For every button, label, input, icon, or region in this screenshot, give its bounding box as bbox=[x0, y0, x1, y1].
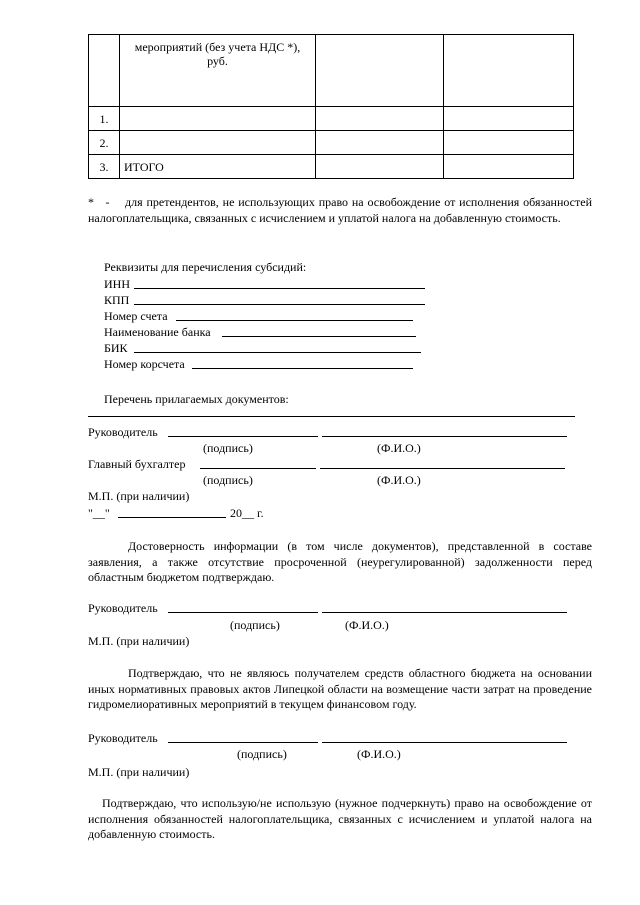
kpp-label: КПП bbox=[104, 293, 130, 307]
stamp-label: М.П. (при наличии) bbox=[88, 634, 190, 648]
date-day: "__" bbox=[88, 506, 110, 520]
bank-label: Наименование банка bbox=[104, 325, 211, 339]
table-cell bbox=[444, 155, 574, 179]
row-name bbox=[120, 107, 316, 131]
confirmation-paragraph-1: Достоверность информации (в том числе документов), представленной в составе заявления, а также отсутствие просроченной (неурегулированной) задолженности перед областным бюджетом подтверждаю. bbox=[88, 539, 592, 584]
row-name bbox=[120, 131, 316, 155]
account-label: Номер счета bbox=[104, 309, 168, 323]
fio-caption: (Ф.И.О.) bbox=[377, 473, 421, 487]
head-signature-field[interactable] bbox=[168, 742, 318, 743]
account-field[interactable] bbox=[176, 320, 413, 321]
signature-caption: (подпись) bbox=[237, 747, 287, 761]
table-row bbox=[89, 35, 574, 107]
corr-account-label: Номер корсчета bbox=[104, 357, 185, 371]
date-year: 20__ г. bbox=[230, 506, 264, 520]
stamp-label: М.П. (при наличии) bbox=[88, 765, 190, 779]
accountant-fio-field[interactable] bbox=[320, 468, 565, 469]
table-cell bbox=[316, 107, 444, 131]
signature-caption: (подпись) bbox=[230, 618, 280, 632]
head-fio-field[interactable] bbox=[322, 436, 567, 437]
corr-account-field[interactable] bbox=[192, 368, 413, 369]
table-cell bbox=[316, 131, 444, 155]
date-month-field[interactable] bbox=[118, 517, 226, 518]
inn-field[interactable] bbox=[134, 288, 425, 289]
footnote bbox=[88, 195, 592, 226]
table-header-cell bbox=[120, 35, 316, 107]
accountant-label: Главный бухгалтер bbox=[88, 457, 186, 471]
table-cell bbox=[444, 107, 574, 131]
table-cell bbox=[89, 35, 120, 107]
footnote-text: для претендентов, не использующих право на освобождение от исполнения обязанностей налогоплательщика, связанных с исчислением и уплатой налога на добавленную стоимость. bbox=[88, 195, 592, 225]
accountant-signature-field[interactable] bbox=[200, 468, 316, 469]
table-row bbox=[89, 107, 574, 131]
signature-caption: (подпись) bbox=[203, 473, 253, 487]
budget-table bbox=[88, 34, 574, 179]
head-signature-field[interactable] bbox=[168, 436, 318, 437]
confirmation-paragraph-3: Подтверждаю, что использую/не использую (нужное подчеркнуть) право на освобождение от исполнения обязанностей налогоплательщика, связанных с исчислением и уплатой налога на добавленную стоимость. bbox=[88, 796, 592, 841]
head-signature-field[interactable] bbox=[168, 612, 318, 613]
head-label: Руководитель bbox=[88, 601, 158, 615]
head-fio-field[interactable] bbox=[322, 612, 567, 613]
bank-field[interactable] bbox=[222, 336, 416, 337]
footnote-marker: * - bbox=[88, 195, 110, 209]
table-cell bbox=[444, 35, 574, 107]
table-header-line1: мероприятий (без учета НДС *), bbox=[134, 40, 301, 54]
bik-field[interactable] bbox=[134, 352, 421, 353]
head-label: Руководитель bbox=[88, 731, 158, 745]
row-number: 2. bbox=[89, 131, 120, 155]
documents-title: Перечень прилагаемых документов: bbox=[104, 392, 289, 406]
requisites-title: Реквизиты для перечисления субсидий: bbox=[104, 260, 307, 274]
table-cell bbox=[316, 155, 444, 179]
table-header-line2: руб. bbox=[207, 54, 228, 68]
row-total-label: ИТОГО bbox=[120, 155, 316, 179]
row-number: 1. bbox=[89, 107, 120, 131]
kpp-field[interactable] bbox=[134, 304, 425, 305]
table-cell bbox=[316, 35, 444, 107]
head-label: Руководитель bbox=[88, 425, 158, 439]
table-row bbox=[89, 155, 574, 179]
signature-caption: (подпись) bbox=[203, 441, 253, 455]
documents-field[interactable] bbox=[88, 416, 575, 417]
stamp-label: М.П. (при наличии) bbox=[88, 489, 190, 503]
table-cell bbox=[444, 131, 574, 155]
bik-label: БИК bbox=[104, 341, 128, 355]
head-fio-field[interactable] bbox=[322, 742, 567, 743]
fio-caption: (Ф.И.О.) bbox=[377, 441, 421, 455]
fio-caption: (Ф.И.О.) bbox=[357, 747, 401, 761]
table-row bbox=[89, 131, 574, 155]
inn-label: ИНН bbox=[104, 277, 130, 291]
confirmation-paragraph-2: Подтверждаю, что не являюсь получателем средств областного бюджета на основании иных нормативных правовых актов Липецкой области на возмещение части затрат на проведение гидромелиоративных мероприятий в текущем финансовом году. bbox=[88, 666, 592, 711]
row-number: 3. bbox=[89, 155, 120, 179]
fio-caption: (Ф.И.О.) bbox=[345, 618, 389, 632]
